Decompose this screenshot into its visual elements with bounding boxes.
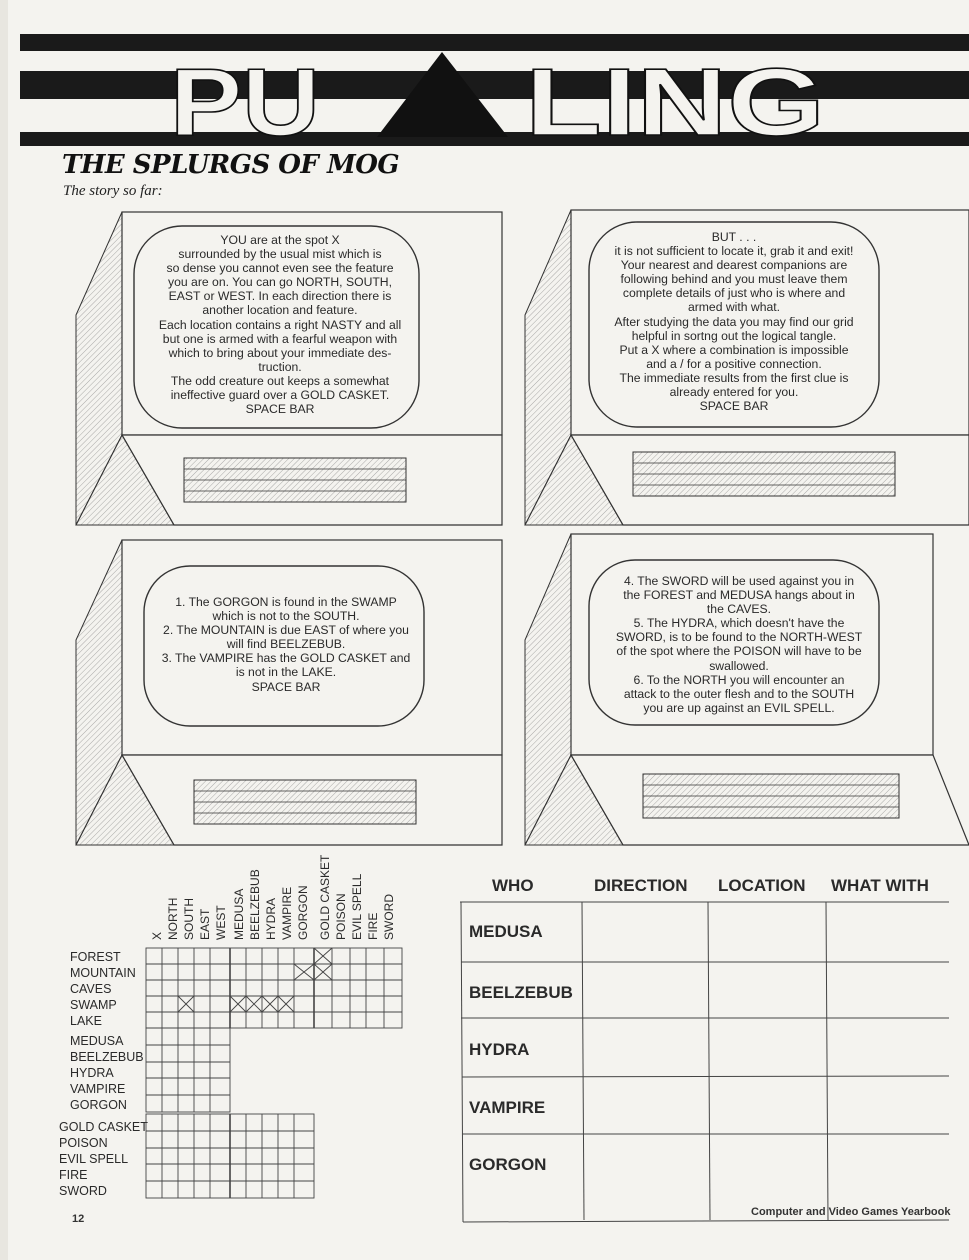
- screen-2-line: SPACE BAR: [699, 399, 769, 414]
- grid-block-locations: [146, 948, 402, 1028]
- screen-1-line: SPACE BAR: [245, 402, 315, 417]
- screen-1-line: so dense you cannot even see the feature: [166, 261, 394, 276]
- screen-1-line: truction.: [258, 359, 302, 374]
- grid-block-creatures: [146, 1028, 230, 1112]
- screen-3-line: is not in the LAKE.: [235, 665, 337, 680]
- keyboard-icon: [194, 780, 416, 824]
- answer-header-location: LOCATION: [718, 876, 806, 895]
- publication-name: Computer and Video Games Yearbook: [751, 1206, 951, 1218]
- page-title: THE SPLURGS OF MOG: [62, 150, 400, 180]
- page-spine: [0, 0, 8, 1260]
- grid-row-label: LAKE: [70, 1014, 102, 1028]
- grid-row-label: GORGON: [70, 1098, 127, 1112]
- grid-col-header: VAMPIRE: [280, 886, 294, 940]
- screen-3-line: which is not to the SOUTH.: [212, 609, 360, 624]
- screen-2-line: it is not sufficient to locate it, grab it and exit!: [614, 244, 854, 259]
- answer-header-who: WHO: [492, 876, 534, 895]
- grid-col-header: HYDRA: [264, 897, 278, 940]
- grid-col-header: GORGON: [296, 885, 310, 940]
- answer-row-label: HYDRA: [469, 1040, 530, 1059]
- grid-col-header: SWORD: [382, 894, 396, 940]
- grid-row-label: POISON: [59, 1136, 108, 1150]
- grid-col-header: GOLD CASKET: [318, 854, 332, 940]
- screen-2-line: BUT . . .: [711, 230, 757, 244]
- grid-col-header: WEST: [214, 905, 228, 940]
- answer-header-what-with: WHAT WITH: [831, 876, 929, 895]
- grid-col-header: MEDUSA: [232, 888, 246, 940]
- grid-row-label: SWORD: [59, 1184, 107, 1198]
- answer-row-label: VAMPIRE: [469, 1098, 546, 1117]
- screen-4-line: attack to the outer flesh and to the SOUTH: [623, 686, 855, 701]
- screen-4-line: the CAVES.: [706, 602, 772, 617]
- screen-1-line: The odd creature out keeps a somewhat: [170, 373, 390, 388]
- answer-row-label: GORGON: [469, 1155, 547, 1174]
- keyboard-icon: [184, 458, 406, 502]
- screen-2-line: Put a X where a combination is impossible: [619, 342, 849, 357]
- screen-1-line: you are on. You can go NORTH, SOUTH,: [168, 275, 392, 290]
- answer-header-direction: DIRECTION: [594, 876, 688, 895]
- screen-2-line: following behind and you must leave them: [620, 272, 848, 287]
- banner-text-left: PU: [170, 49, 320, 146]
- screen-4-line: swallowed.: [709, 658, 769, 673]
- answer-row-label: BEELZEBUB: [469, 983, 573, 1002]
- grid-col-header: FIRE: [366, 912, 380, 940]
- grid-col-header: BEELZEBUB: [248, 869, 262, 940]
- screen-2-line: The immediate results from the first clue is: [619, 370, 849, 385]
- screen-1-line: YOU are at the spot X: [220, 233, 340, 247]
- grid-row-label: HYDRA: [70, 1066, 114, 1080]
- page-number: 12: [72, 1213, 85, 1225]
- screen-1-line: surrounded by the usual mist which is: [178, 247, 382, 262]
- screen-3-text: [156, 595, 416, 694]
- screen-1-line: ineffective guard over a GOLD CASKET.: [170, 388, 390, 403]
- screen-2-line: helpful in sortng out the logical tangle.: [631, 328, 837, 343]
- grid-row-label: GOLD CASKET: [59, 1120, 148, 1134]
- screen-2-text: [599, 230, 869, 413]
- grid-col-header: EVIL SPELL: [350, 873, 364, 940]
- screen-4-line: 5. The HYDRA, which doesn't have the: [633, 616, 845, 631]
- grid-row-label: FIRE: [59, 1168, 88, 1182]
- grid-row-label: VAMPIRE: [70, 1082, 126, 1096]
- grid-row-label: CAVES: [70, 982, 112, 996]
- answer-grid-lines: [460, 900, 949, 1224]
- computer-screen-4: [515, 530, 969, 850]
- screen-1-line: Each location contains a right NASTY and all: [158, 317, 402, 332]
- grid-row-label: MOUNTAIN: [70, 966, 136, 980]
- screen-4-line: the FOREST and MEDUSA hangs about in: [623, 588, 855, 603]
- keyboard-icon: [633, 452, 895, 496]
- grid-row-label: EVIL SPELL: [59, 1152, 129, 1166]
- screen-1-line: but one is armed with a fearful weapon with: [162, 331, 398, 346]
- screen-1-line: EAST or WEST. In each direction there is: [168, 289, 392, 304]
- screen-1-line: another location and feature.: [202, 303, 358, 318]
- keyboard-icon: [643, 774, 899, 818]
- screen-1-text: [150, 233, 410, 416]
- screen-2-line: Your nearest and dearest companions are: [620, 258, 848, 273]
- banner-triangle-icon: [377, 52, 508, 137]
- banner-lettering: [20, 34, 969, 146]
- computer-screen-2: [515, 200, 969, 530]
- screen-3-line: SPACE BAR: [251, 679, 321, 694]
- grid-row-label: BEELZEBUB: [70, 1050, 144, 1064]
- screen-4-line: SWORD, is to be found to the NORTH-WEST: [615, 630, 863, 645]
- screen-3-line: 1. The GORGON is found in the SWAMP: [175, 595, 397, 609]
- screen-3-line: 2. The MOUNTAIN is due EAST of where you: [163, 623, 409, 638]
- screen-4-line: you are up against an EVIL SPELL.: [643, 700, 835, 715]
- grid-row-label: MEDUSA: [70, 1034, 124, 1048]
- grid-row-label: SWAMP: [70, 998, 117, 1012]
- screen-2-line: already entered for you.: [669, 385, 799, 400]
- logic-grid: [56, 852, 416, 1212]
- screen-2-line: armed with what.: [687, 300, 781, 315]
- grid-row-label: FOREST: [70, 950, 121, 964]
- screen-2-line: complete details of just who is where and: [622, 286, 846, 301]
- screen-4-line: 6. To the NORTH you will encounter an: [633, 672, 845, 687]
- answer-row-label: MEDUSA: [469, 922, 543, 941]
- grid-col-header: EAST: [198, 908, 212, 940]
- screen-2-line: After studying the data you may find our grid: [614, 314, 854, 329]
- grid-col-header: NORTH: [166, 897, 180, 940]
- screen-4-line: of the spot where the POISON will have to be: [616, 644, 862, 659]
- grid-col-header: X: [150, 931, 164, 940]
- grid-col-header: SOUTH: [182, 898, 196, 940]
- banner-text-right: LING: [525, 49, 825, 146]
- screen-4-line: 4. The SWORD will be used against you in: [623, 574, 855, 588]
- screen-3-line: 3. The VAMPIRE has the GOLD CASKET and: [161, 651, 411, 666]
- screen-2-line: and a / for a positive connection.: [646, 356, 822, 371]
- logic-grid-lines: [56, 852, 416, 1212]
- computer-screen-1: [66, 200, 506, 530]
- grid-col-header: POISON: [334, 893, 348, 940]
- computer-screen-3: [66, 530, 506, 850]
- screen-4-text: [605, 574, 873, 715]
- puzzling-banner: [20, 34, 969, 146]
- page-subtitle: The story so far:: [63, 183, 163, 199]
- screen-3-line: will find BEELZEBUB.: [226, 637, 346, 652]
- screen-1-line: which to bring about your immediate des-: [168, 345, 392, 360]
